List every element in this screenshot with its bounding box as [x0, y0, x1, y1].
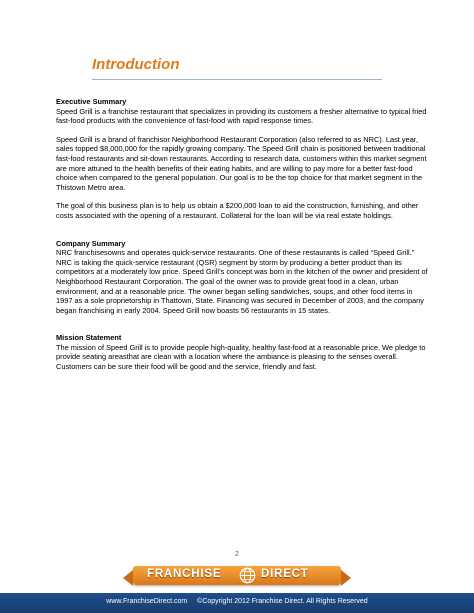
- paragraph: The mission of Speed Grill is to provide people high-quality, healthy fast-food at a reasonable price. We pledge to provide seating areasthat are clean with a location where the ambiance is pleasing to the senses overall. Customers can be sure their food will be good and the service, friendly and fast.: [56, 342, 426, 372]
- heading-divider: [92, 79, 382, 80]
- logo-word-left: FRANCHISE: [147, 568, 222, 580]
- paragraph: NRC franchisesowns and operates quick-service restaurants. One of these restaurants is called “Speed Grill.” NRC is taking the quick-service restaurant (QSR) segment by storm by producing a better product than its competitors at a moderately low price. Speed Grill’s concept was born in the kitchen of the owner and president of Neighborhood Restaurant Corporation. The goal of the owner was to provide great food in a clean, urban environment, and at a reasonable price. The owner began selling sandwiches, soups, and other food items in 1997 as a sole proprietorship in Thattown, State. Financing was secured in December of 2003, and the company began franchising in early 2004. Speed Grill now boasts 56 restaurants in 15 states.: [56, 248, 428, 315]
- section-title: Company Summary: [56, 238, 126, 248]
- page-number: 2: [235, 551, 239, 558]
- section-title: Mission Statement: [56, 333, 122, 343]
- footer-text: [0, 598, 474, 605]
- company-summary-section: [56, 239, 428, 316]
- paragraph: The goal of this business plan is to help us obtain a $200,000 loan to aid the construction, furnishing, and other costs associated with the opening of a restaurant. Collateral for the loan will be via real estate holdings.: [56, 201, 419, 220]
- section-title: Executive Summary: [56, 97, 127, 106]
- footer-copyright: ©Copyright 2012 Franchise Direct. All Rights Reserved: [197, 598, 368, 605]
- logo-word-right: DIRECT: [261, 568, 309, 580]
- globe-icon: [239, 567, 256, 584]
- paragraph: Speed Grill is a brand of franchisor Neighborhood Restaurant Corporation (also referred to as NRC). Last year, sales topped $8,000,000 for the rapidly growing company. The Speed Grill chain is positioned between traditional fast-food restaurants and sit-down restaurants. According to research data, customers within this market segment are more attuned to the health benefits of their eating habits, and are willing to pay more for a better fast-food choice when compared to the general population. Our goal is to be the top choice for that market segment in the Thistown Metro area.: [56, 134, 427, 192]
- executive-summary-section: [56, 97, 428, 221]
- footer-website-link[interactable]: www.FranchiseDirect.com: [106, 598, 188, 605]
- franchise-direct-logo: [133, 566, 341, 585]
- mission-statement-section: [56, 333, 428, 371]
- page-heading: Introduction: [92, 56, 180, 73]
- document-body: [56, 97, 428, 372]
- paragraph: Speed Grill is a franchise restaurant that specializes in providing its customers a fresher alternative to typical fried fast-food products with the convenience of fast-food with rapid response times.: [56, 106, 427, 126]
